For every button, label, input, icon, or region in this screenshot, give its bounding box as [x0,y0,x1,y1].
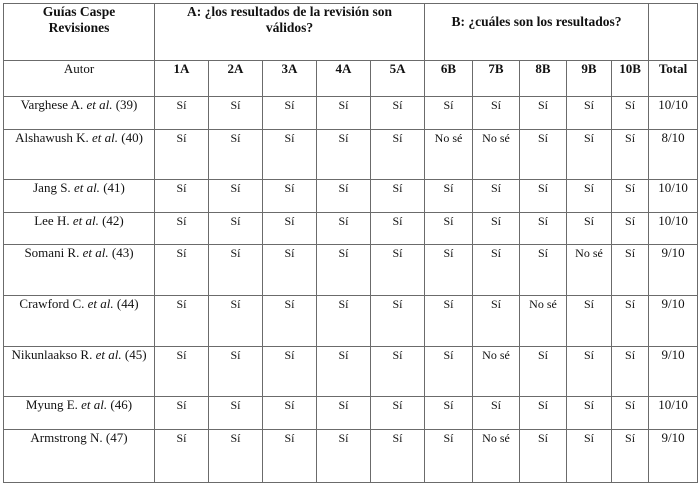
column-header-9b: 9B [567,61,612,97]
answer-cell-10b: Sí [612,245,649,296]
answer-cell-8b: Sí [520,347,567,397]
answer-cell-10b: Sí [612,430,649,483]
answer-cell-1a: Sí [155,213,209,245]
author-reference: (44) [116,296,139,311]
column-header-1a: 1A [155,61,209,97]
table-row [4,97,698,130]
answer-cell-9b: Sí [567,180,612,213]
section-a-header: A: ¿los resultados de la revisión son válidos? [155,4,425,61]
answer-cell-5a: Sí [371,130,425,180]
answer-cell-3a: Sí [263,397,317,430]
answer-cell-3a: Sí [263,347,317,397]
answer-cell-7b: No sé [473,347,520,397]
author-name: Myung E. [25,397,78,412]
answer-cell-3a: Sí [263,213,317,245]
table-row [4,130,698,180]
answer-cell-6b: Sí [425,430,473,483]
answer-cell-2a: Sí [209,213,263,245]
answer-cell-7b: Sí [473,245,520,296]
author-reference: (47) [105,430,128,445]
total-cell: 9/10 [649,430,698,483]
answer-cell-7b: Sí [473,296,520,347]
answer-cell-5a: Sí [371,397,425,430]
answer-cell-4a: Sí [317,430,371,483]
author-cell [4,430,155,483]
author-etal: et al. [82,245,109,260]
author-name: Armstrong N. [30,430,103,445]
answer-cell-10b: Sí [612,213,649,245]
table-row [4,180,698,213]
header-empty-cell [649,4,698,61]
answer-cell-7b: No sé [473,130,520,180]
column-header-3a: 3A [263,61,317,97]
answer-cell-8b: Sí [520,397,567,430]
author-name: Lee H. [34,213,70,228]
author-cell [4,130,155,180]
answer-cell-3a: Sí [263,130,317,180]
answer-cell-1a: Sí [155,97,209,130]
answer-cell-3a: Sí [263,180,317,213]
author-etal: et al. [81,397,108,412]
author-reference: (45) [124,347,147,362]
answer-cell-6b: Sí [425,180,473,213]
author-name: Alshawush K. [15,130,89,145]
author-cell [4,296,155,347]
answer-cell-10b: Sí [612,97,649,130]
answer-cell-1a: Sí [155,430,209,483]
table-row [4,245,698,296]
answer-cell-7b: Sí [473,97,520,130]
author-cell [4,213,155,245]
answer-cell-5a: Sí [371,245,425,296]
answer-cell-4a: Sí [317,347,371,397]
column-header-10b: 10B [612,61,649,97]
table-row [4,347,698,397]
author-etal: et al. [87,296,114,311]
author-name: Jang S. [33,180,71,195]
answer-cell-3a: Sí [263,97,317,130]
answer-cell-1a: Sí [155,130,209,180]
caspe-table [3,3,698,483]
total-cell: 10/10 [649,213,698,245]
answer-cell-9b: Sí [567,430,612,483]
author-etal: et al. [95,347,122,362]
author-etal: et al. [73,180,100,195]
answer-cell-7b: Sí [473,180,520,213]
column-header-2a: 2A [209,61,263,97]
author-etal: et al. [72,213,99,228]
answer-cell-4a: Sí [317,296,371,347]
column-header-total: Total [649,61,698,97]
answer-cell-8b: Sí [520,213,567,245]
total-cell: 9/10 [649,347,698,397]
answer-cell-2a: Sí [209,130,263,180]
answer-cell-2a: Sí [209,397,263,430]
answer-cell-5a: Sí [371,296,425,347]
answer-cell-1a: Sí [155,245,209,296]
answer-cell-5a: Sí [371,213,425,245]
answer-cell-5a: Sí [371,97,425,130]
answer-cell-6b: No sé [425,130,473,180]
answer-cell-6b: Sí [425,245,473,296]
answer-cell-8b: No sé [520,296,567,347]
answer-cell-2a: Sí [209,97,263,130]
answer-cell-5a: Sí [371,180,425,213]
answer-cell-10b: Sí [612,180,649,213]
author-etal: et al. [86,97,113,112]
answer-cell-5a: Sí [371,347,425,397]
answer-cell-2a: Sí [209,296,263,347]
guide-title: Guías Caspe Revisiones [4,4,155,61]
answer-cell-9b: Sí [567,347,612,397]
answer-cell-4a: Sí [317,245,371,296]
table-row [4,296,698,347]
answer-cell-9b: Sí [567,130,612,180]
column-header-5a: 5A [371,61,425,97]
author-reference: (39) [115,97,138,112]
author-name: Somani R. [24,245,80,260]
answer-cell-6b: Sí [425,347,473,397]
answer-cell-8b: Sí [520,97,567,130]
author-reference: (42) [102,213,124,228]
answer-cell-8b: Sí [520,180,567,213]
table-row [4,397,698,430]
answer-cell-9b: Sí [567,397,612,430]
author-cell [4,397,155,430]
answer-cell-5a: Sí [371,430,425,483]
author-name: Varghese A. [20,97,84,112]
answer-cell-7b: Sí [473,397,520,430]
answer-cell-6b: Sí [425,213,473,245]
author-name: Nikunlaakso R. [11,347,93,362]
answer-cell-8b: Sí [520,430,567,483]
answer-cell-9b: No sé [567,245,612,296]
answer-cell-8b: Sí [520,130,567,180]
section-b-header: B: ¿cuáles son los resultados? [425,4,649,61]
answer-cell-10b: Sí [612,130,649,180]
answer-cell-4a: Sí [317,180,371,213]
answer-cell-1a: Sí [155,397,209,430]
answer-cell-7b: Sí [473,213,520,245]
answer-cell-10b: Sí [612,347,649,397]
table-row [4,430,698,483]
answer-cell-1a: Sí [155,180,209,213]
total-cell: 9/10 [649,296,698,347]
answer-cell-2a: Sí [209,180,263,213]
answer-cell-2a: Sí [209,430,263,483]
answer-cell-4a: Sí [317,397,371,430]
answer-cell-3a: Sí [263,245,317,296]
column-header-4a: 4A [317,61,371,97]
answer-cell-3a: Sí [263,430,317,483]
total-cell: 9/10 [649,245,698,296]
total-cell: 10/10 [649,180,698,213]
answer-cell-8b: Sí [520,245,567,296]
answer-cell-6b: Sí [425,97,473,130]
author-etal: et al. [92,130,118,145]
answer-cell-10b: Sí [612,397,649,430]
total-cell: 10/10 [649,397,698,430]
answer-cell-6b: Sí [425,296,473,347]
answer-cell-1a: Sí [155,296,209,347]
author-reference: (43) [111,245,134,260]
answer-cell-6b: Sí [425,397,473,430]
answer-cell-9b: Sí [567,296,612,347]
answer-cell-4a: Sí [317,130,371,180]
total-cell: 10/10 [649,97,698,130]
author-name: Crawford C. [19,296,85,311]
author-cell [4,347,155,397]
total-cell: 8/10 [649,130,698,180]
column-header-8b: 8B [520,61,567,97]
author-cell [4,97,155,130]
answer-cell-9b: Sí [567,97,612,130]
answer-cell-4a: Sí [317,213,371,245]
author-reference: (46) [110,397,133,412]
table-row [4,213,698,245]
column-header-6b: 6B [425,61,473,97]
author-reference: (40) [121,130,143,145]
answer-cell-2a: Sí [209,347,263,397]
column-header-7b: 7B [473,61,520,97]
answer-cell-10b: Sí [612,296,649,347]
author-cell [4,245,155,296]
answer-cell-7b: No sé [473,430,520,483]
answer-cell-3a: Sí [263,296,317,347]
author-cell [4,180,155,213]
answer-cell-2a: Sí [209,245,263,296]
answer-cell-1a: Sí [155,347,209,397]
author-reference: (41) [103,180,125,195]
answer-cell-4a: Sí [317,97,371,130]
answer-cell-9b: Sí [567,213,612,245]
autor-header: Autor [4,61,155,97]
